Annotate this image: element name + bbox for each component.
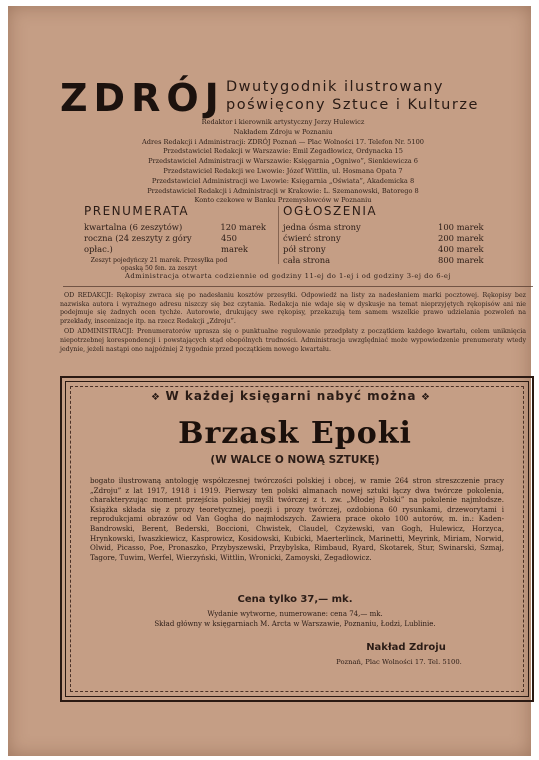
publisher-address: Poznań, Plac Wolności 17. Tel. 5100. xyxy=(336,658,462,666)
office-hours: Administracja otwarta codziennie od godziny 11-ej do 1-ej i od godziny 3-ej do 6-ej xyxy=(124,272,451,280)
advertising-size: pół strony xyxy=(283,244,326,254)
advertising-price: 100 marek xyxy=(438,222,484,232)
advertising-size: ćwierć strony xyxy=(283,233,341,243)
ad-header-text: W każdej księgarni nabyć można xyxy=(165,389,417,403)
administration-notice: OD ADMINISTRACJI: Prenumeratorów uprasza się o punktualne regulowanie przedpłaty z początkiem każdego kwartału, celem uniknięcia niepotrzebnej korespondencji i powstających stąd obopólnych trudności. Administracja uwzględniać może wypowiedzenie prenumeraty wtedy jedynie, jeżeli nastąpi ono najpóźniej 2 tygodnie przed początkiem nowego kwartału. xyxy=(60,328,526,353)
subtitle-line-2: poświęcony Sztuce i Kulturze xyxy=(226,97,479,113)
advertising-size: cała strona xyxy=(283,255,331,265)
lwow-editorial-line: Przedstawiciel Redakcji we Lwowie: Józef Wittlin, ul. Hosmana Opata 7 xyxy=(163,166,403,175)
subscription-price: 120 marek xyxy=(220,222,266,232)
publisher-line: Nakładem Zdroju w Poznaniu xyxy=(233,127,333,136)
advertising-row xyxy=(283,244,498,255)
journal-title: ZDRÓJ xyxy=(60,76,225,120)
subtitle-line-1: Dwutygodnik ilustrowany xyxy=(226,79,445,95)
advertising-price: 200 marek xyxy=(438,233,484,243)
subscription-section xyxy=(84,204,284,273)
subscription-label: kwartalna (6 zeszytów) xyxy=(84,222,183,232)
krakow-line: Przedstawiciel Redakcji i Administracji w Krakowie: L. Szemanowski, Batorego 8 xyxy=(147,186,419,195)
advertising-section xyxy=(283,204,498,266)
lwow-admin-line: Przedstawiciel Administracji we Lwowie: Księgarnia „Oświata”, Akademicka 8 xyxy=(151,176,415,185)
journal-page xyxy=(8,6,531,756)
subscription-row xyxy=(84,222,284,233)
advertising-heading: OGŁOSZENIA xyxy=(283,204,378,218)
subscription-row xyxy=(84,233,284,255)
book-depot: Skład główny w księgarniach M. Arcta w Warszawie, Poznaniu, Łodzi, Lublinie. xyxy=(154,620,436,628)
separator-rule xyxy=(63,286,533,287)
subscription-heading: PRENUMERATA xyxy=(84,204,190,218)
journal-subtitle xyxy=(226,78,479,114)
advertising-price: 800 marek xyxy=(438,255,484,265)
book-edition: Wydanie wytworne, numerowane: cena 74,— mk. xyxy=(207,610,383,618)
advertising-row xyxy=(283,222,498,233)
column-divider xyxy=(278,206,279,264)
ornament-icon: ❖ xyxy=(151,392,166,403)
subscription-price: 450 marek xyxy=(221,233,248,254)
book-title: Brzask Epoki xyxy=(178,416,412,451)
book-advertisement xyxy=(60,376,534,702)
notices xyxy=(60,292,526,356)
advertising-price: 400 marek xyxy=(438,244,484,254)
advertising-size: jedna ósma strony xyxy=(283,222,361,232)
ornament-icon: ❖ xyxy=(416,392,431,403)
address-line: Adres Redakcji i Administracji: ZDRÓJ Poznań — Plac Wolności 17. Telefon Nr. 5100 xyxy=(142,137,424,146)
ad-header xyxy=(82,389,500,403)
editor-line: Redaktor i kierownik artystyczny Jerzy Hulewicz xyxy=(201,118,365,126)
editorial-info xyxy=(48,118,518,206)
book-description: bogato ilustrowaną antologję współczesnej twórczości polskiej i obcej, w ramie 264 stron streszczenie pracy „Zdroju” z lat 1917, 1918 i 1919. Pierwszy ten polski almanach nowej sztuki łączy dwa twórcze pokolenia, charakteryzując moment przejścia polskiej myśli twórczej z t. zw. „Młodej Polski” na pokolenie najmłodsze. Książka składa się z prozy teoretycznej, poezji i prozy twórczej, ozdobiona 60 rysunkami, drzeworytami i reprodukcjami obrazów od Van Gogha do najmłodszych. Zawiera prace około 100 autorów, m. in.: Kaden-Bandrowski, Berent, Bederski, Boccioni, Chwistek, Claudel, Czyżewski, van Gogh, Hulewicz, Horzyca, Hrynkowski, Iwaszkiewicz, Kasprowicz, Kosidowski, Kubicki, Maerterlinck, Marinetti, Meyrink, Miriam, Norwid, Olwid, Picasso, Poe, Pronaszko, Przybyszewski, Przybylska, Rimbaud, Ryard, Skotarek, Stur, Swinarski, Szmaj, Tagore, Tuwim, Werfel, Wierzyński, Wittlin, Wronicki, Zamoyski, Zegadłowicz. xyxy=(90,476,504,562)
book-price: Cena tylko 37,— mk. xyxy=(237,594,353,605)
warsaw-editorial-line: Przedstawiciel Redakcji w Warszawie: Emil Zegadłowicz, Ordynacka 15 xyxy=(163,147,403,156)
book-publisher: Nakład Zdroju xyxy=(366,642,446,653)
editorial-notice: OD REDAKCJI: Rękopisy zwraca się po nadesłaniu kosztów przesyłki. Odpowiedź na listy za nadesłaniem marki pocztowej. Rękopisy bez nazwiska autora i wyraźnego adresu niszczy się bez czytania. Redakcja nie wdaje się w dyskusje na temat nieprzyjętych rękopisów ani nie podejmuje się żadnych ocen tychże. Autorowie, drukujący swe rękopisy, przekazują tem samem wszelkie prawo udzielania pozwoleń na przekłady, inscenizacje itp. na rzecz Redakcji „Zdroju”. xyxy=(60,292,526,325)
warsaw-admin-line: Przedstawiciel Administracji w Warszawie: Księgarnia „Ogniwo”, Sienkiewicza 6 xyxy=(148,157,418,166)
subscription-label: roczna (24 zeszyty z góry opłac.) xyxy=(84,233,192,254)
advertising-row xyxy=(283,255,498,266)
advertising-row xyxy=(283,233,498,244)
bank-line: Konto czekowe w Banku Przemysłowców w Poznaniu xyxy=(194,196,372,205)
book-subtitle: (W WALCE O NOWĄ SZTUKĘ) xyxy=(210,454,380,466)
subscription-note: Zeszyt pojedyńczy 21 marek. Przesyłka pod opaską 50 fen. za zeszyt xyxy=(90,257,228,272)
